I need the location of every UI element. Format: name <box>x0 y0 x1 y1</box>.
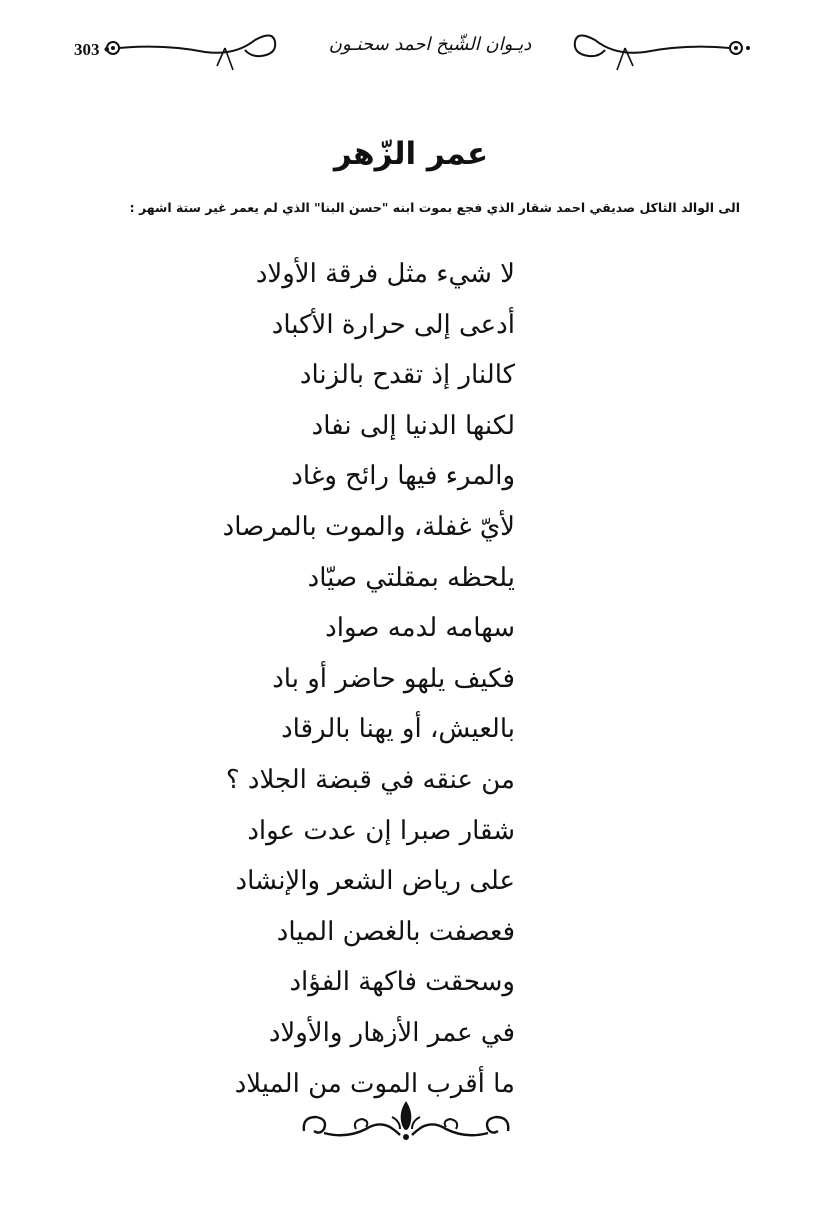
verse-line: فعصفت بالغصن المياد <box>276 916 515 947</box>
verse-line: والمرء فيها رائح وغاد <box>291 461 515 492</box>
verse-line: بالعيش، أو يهنا بالرقاد <box>281 714 515 745</box>
verse-line: لأيّ غفلة، والموت بالمرصاد <box>222 511 515 542</box>
verse-line: ما أقرب الموت من الميلاد <box>234 1068 515 1099</box>
scroll-flourish-icon <box>105 26 280 76</box>
fleuron-ornament-icon <box>296 1095 516 1150</box>
verse-line: أدعى إلى حرارة الأكباد <box>271 309 515 340</box>
page-number: 303 • <box>74 40 110 59</box>
verse-line: لا شيء مثل فرقة الأولاد <box>255 259 515 289</box>
verse-line: وسحقت فاكهة الفؤاد <box>289 967 515 998</box>
poem-dedication: الى الوالد الثاكل صديقي احمد شقار الذي فجع بموت ابنه "حسن البنا" الذي لم يعمر غير ستة اشهر : <box>129 200 740 215</box>
verse-line: من عنقه في قبضة الجلاد ؟ <box>225 764 515 795</box>
poem-title: عمر الزّهر <box>333 136 489 172</box>
scroll-flourish-icon <box>570 26 750 76</box>
verse-line: في عمر الأزهار والأولاد <box>268 1017 515 1048</box>
verse-line: شقار صبرا إن عدت عواد <box>247 815 515 846</box>
page-header <box>0 0 822 90</box>
verse-line: يلحظه بمقلتي صيّاد <box>307 562 515 593</box>
poem-verses <box>222 252 515 1112</box>
verse-line: فكيف يلهو حاضر أو باد <box>272 663 515 694</box>
verse-line: لكنها الدنيا إلى نفاد <box>311 410 515 441</box>
verse-line: سهامه لدمه صواد <box>325 613 515 644</box>
verse-line: على رياض الشعر والإنشاد <box>235 866 515 897</box>
running-title: ديـوان الشّيخ احمد سحنـون <box>328 34 532 55</box>
verse-line: كالنار إذ تقدح بالزناد <box>299 360 515 391</box>
